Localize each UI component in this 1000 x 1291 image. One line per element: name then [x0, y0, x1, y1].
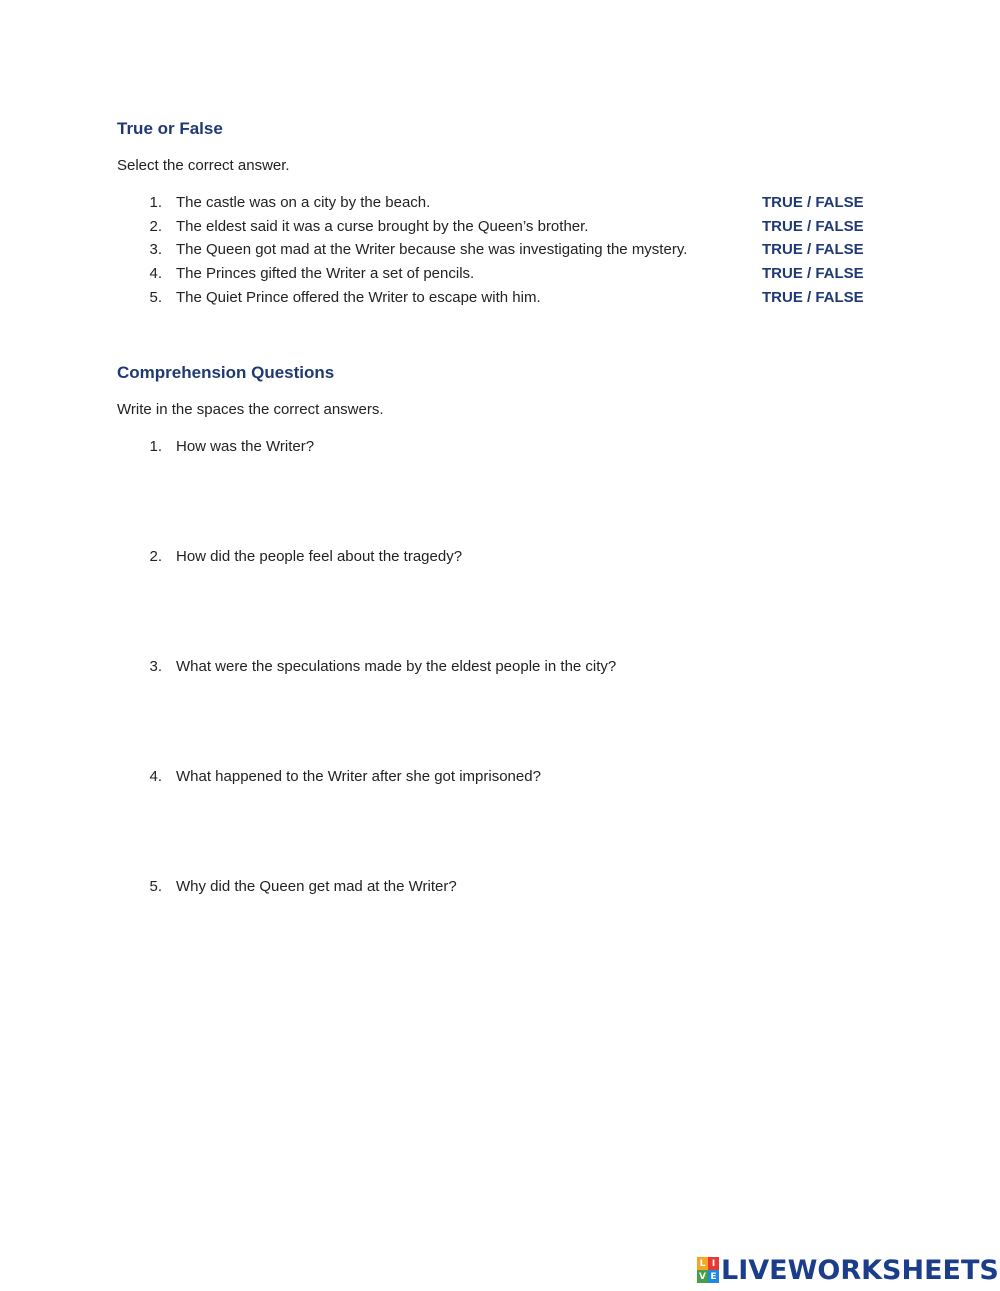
logo-letter: I: [708, 1257, 719, 1270]
question-text: How was the Writer?: [176, 438, 315, 455]
logo-letter: L: [697, 1257, 708, 1270]
question-number: 5.: [149, 878, 162, 895]
question-number: 1.: [149, 438, 162, 455]
question-text: What were the speculations made by the eldest people in the city?: [176, 658, 617, 675]
question-text: How did the people feel about the tragedy?: [176, 548, 463, 565]
tf-item-options[interactable]: TRUE / FALSE: [762, 241, 864, 258]
tf-item-options[interactable]: TRUE / FALSE: [762, 289, 864, 306]
tf-item-statement: The eldest said it was a curse brought by the Queen’s brother.: [176, 218, 589, 235]
tf-item-number: 4.: [149, 265, 162, 282]
logo-icon: [697, 1257, 719, 1283]
true-false-instruction: Select the correct answer.: [117, 157, 290, 174]
question-text: What happened to the Writer after she got imprisoned?: [176, 768, 541, 785]
tf-item-statement: The Quiet Prince offered the Writer to escape with him.: [176, 289, 541, 306]
tf-item-number: 2.: [149, 218, 162, 235]
tf-item-statement: The castle was on a city by the beach.: [176, 194, 431, 211]
question-number: 4.: [149, 768, 162, 785]
comprehension-instruction: Write in the spaces the correct answers.: [117, 401, 384, 418]
logo-letter: E: [708, 1270, 719, 1283]
true-false-heading: True or False: [117, 119, 223, 138]
tf-item-options[interactable]: TRUE / FALSE: [762, 194, 864, 211]
question-number: 2.: [149, 548, 162, 565]
tf-item-options[interactable]: TRUE / FALSE: [762, 265, 864, 282]
tf-item-statement: The Queen got mad at the Writer because she was investigating the mystery.: [176, 241, 688, 258]
brand-name: LIVEWORKSHEETS: [721, 1254, 999, 1286]
tf-item-number: 5.: [149, 289, 162, 306]
tf-item-number: 1.: [149, 194, 162, 211]
logo-letter: V: [697, 1270, 708, 1283]
tf-item-options[interactable]: TRUE / FALSE: [762, 218, 864, 235]
tf-item-number: 3.: [149, 241, 162, 258]
comprehension-heading: Comprehension Questions: [117, 363, 335, 382]
tf-item-statement: The Princes gifted the Writer a set of pencils.: [176, 265, 475, 282]
liveworksheets-logo: [697, 1253, 999, 1287]
question-text: Why did the Queen get mad at the Writer?: [176, 878, 457, 895]
question-number: 3.: [149, 658, 162, 675]
